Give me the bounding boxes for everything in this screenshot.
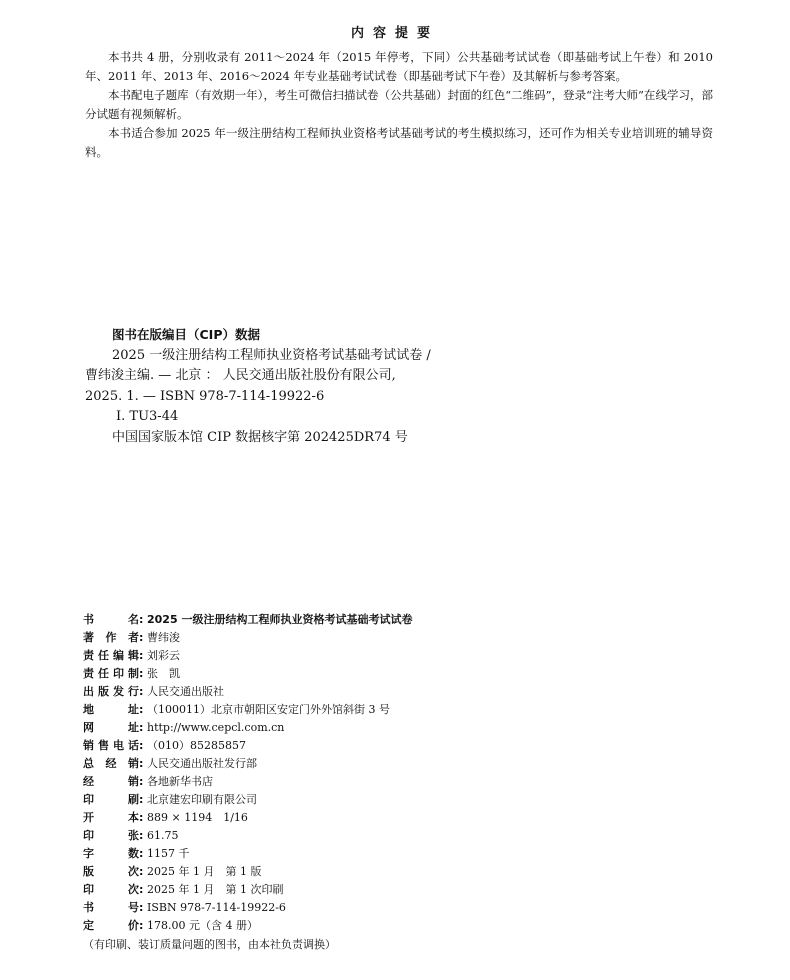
- colophon-label: 总 经 销: [83, 757, 139, 770]
- colophon-row-publisher: [83, 683, 723, 701]
- quality-note: （有印刷、装订质量问题的图书，由本社负责调换）: [83, 938, 336, 951]
- colophon-label: 版 次: [83, 865, 139, 878]
- colon: :: [139, 829, 144, 842]
- colophon-row-print-supervisor: [83, 665, 723, 683]
- summary-title: 内容提要: [350, 26, 439, 41]
- colophon-label: 出版发行: [83, 685, 139, 698]
- colon: :: [139, 721, 144, 734]
- colophon-row-retail: [83, 773, 723, 791]
- colophon-value: 178.00 元（含 4 册）: [147, 919, 258, 932]
- colophon-value: 各地新华书店: [147, 775, 213, 788]
- colophon-value: 61.75: [147, 829, 179, 842]
- colophon-row-sales-phone: [83, 737, 723, 755]
- colophon-row-edition: [83, 863, 723, 881]
- colon: :: [139, 901, 144, 914]
- colophon-value: 曹纬浚: [147, 631, 180, 644]
- colon: :: [139, 847, 144, 860]
- colophon-label: 印 次: [83, 883, 139, 896]
- colon: :: [139, 739, 144, 752]
- colon: :: [139, 685, 144, 698]
- colophon: [83, 611, 723, 954]
- summary-paragraph: 本书共 4 册，分别收录有 2011～2024 年（2015 年停考，下同）公共基础考试试卷（即基础考试上午卷）和 2010 年、2011 年、2013 年、2016～2024 年专业基础考试试卷（即基础考试下午卷）及其解析与参考答案。: [85, 50, 713, 83]
- cip-line: 2025 一级注册结构工程师执业资格考试基础考试试卷 /: [112, 347, 431, 363]
- colophon-row-sheets: [83, 827, 723, 845]
- colophon-row-format: [83, 809, 723, 827]
- colon: :: [139, 775, 144, 788]
- summary-paragraph: 本书配电子题库（有效期一年），考生可微信扫描试卷（公共基础）封面的红色“二维码”，登录“注考大师”在线学习，部分试题有视频解析。: [85, 88, 713, 121]
- cip-line: 2025. 1. — ISBN 978-7-114-19922-6: [85, 388, 325, 404]
- cip-line: Ⅰ. TU3-44: [116, 409, 179, 424]
- colophon-value: 北京建宏印刷有限公司: [147, 793, 257, 806]
- colophon-label: 著 作 者: [83, 631, 139, 644]
- colophon-label: 书 号: [83, 901, 139, 914]
- colophon-label: 责任编辑: [83, 649, 139, 662]
- colon: :: [139, 757, 144, 770]
- cip-heading: 图书在版编目（CIP）数据: [112, 327, 260, 342]
- colon: :: [139, 919, 144, 932]
- colophon-row-website: [83, 719, 723, 737]
- colophon-row-printing: [83, 881, 723, 899]
- colophon-label: 印 刷: [83, 793, 139, 806]
- colophon-row-distributor: [83, 755, 723, 773]
- colon: :: [139, 613, 144, 626]
- colon: :: [139, 649, 144, 662]
- cip-line: 中国国家版本馆 CIP 数据核字第 202425DR74 号: [112, 429, 408, 445]
- colon: :: [139, 631, 144, 644]
- colon: :: [139, 811, 144, 824]
- colophon-row-editor: [83, 647, 723, 665]
- colophon-value: ISBN 978-7-114-19922-6: [147, 901, 286, 914]
- colophon-label: 字 数: [83, 847, 139, 860]
- colophon-label: 印 张: [83, 829, 139, 842]
- cip-line: 曹纬浚主编. — 北京 ： 人民交通出版社股份有限公司,: [85, 368, 396, 383]
- colophon-label: 网 址: [83, 721, 139, 734]
- colophon-label: 地 址: [83, 703, 139, 716]
- colon: :: [139, 667, 144, 680]
- colophon-row-printer: [83, 791, 723, 809]
- colon: :: [139, 883, 144, 896]
- colophon-value: 2025 年 1 月 第 1 次印刷: [147, 883, 284, 896]
- colophon-label: 销售电话: [83, 739, 139, 752]
- summary-paragraph: 本书适合参加 2025 年一级注册结构工程师执业资格考试基础考试的考生模拟练习，还可作为相关专业培训班的辅导资料。: [85, 126, 713, 159]
- colophon-value: 2025 一级注册结构工程师执业资格考试基础考试试卷: [147, 613, 413, 626]
- colophon-value: （100011）北京市朝阳区安定门外外馆斜街 3 号: [147, 703, 390, 716]
- colophon-row-word-count: [83, 845, 723, 863]
- colophon-value: 人民交通出版社发行部: [147, 757, 257, 770]
- summary-section: [85, 48, 713, 162]
- colon: :: [139, 865, 144, 878]
- colophon-label: 责任印制: [83, 667, 139, 680]
- colophon-value: 1157 千: [147, 847, 190, 860]
- colophon-label: 经 销: [83, 775, 139, 788]
- colophon-label: 开 本: [83, 811, 139, 824]
- colophon-row-title: [83, 611, 723, 629]
- colophon-row-isbn: [83, 899, 723, 917]
- colophon-value: 889 × 1194 1/16: [147, 811, 248, 824]
- colophon-value: （010）85285857: [147, 739, 246, 752]
- cip-data-block: [85, 325, 705, 448]
- colophon-value: 张 凯: [147, 667, 180, 680]
- colophon-label: 书 名: [83, 613, 139, 626]
- colophon-value: 刘彩云: [147, 649, 180, 662]
- colophon-value: http://www.cepcl.com.cn: [147, 721, 285, 734]
- colophon-row-price: [83, 917, 723, 935]
- colophon-row-address: [83, 701, 723, 719]
- colophon-value: 2025 年 1 月 第 1 版: [147, 865, 262, 878]
- colophon-label: 定 价: [83, 919, 139, 932]
- colophon-row-author: [83, 629, 723, 647]
- colophon-value: 人民交通出版社: [147, 685, 224, 698]
- colon: :: [139, 793, 144, 806]
- colon: :: [139, 703, 144, 716]
